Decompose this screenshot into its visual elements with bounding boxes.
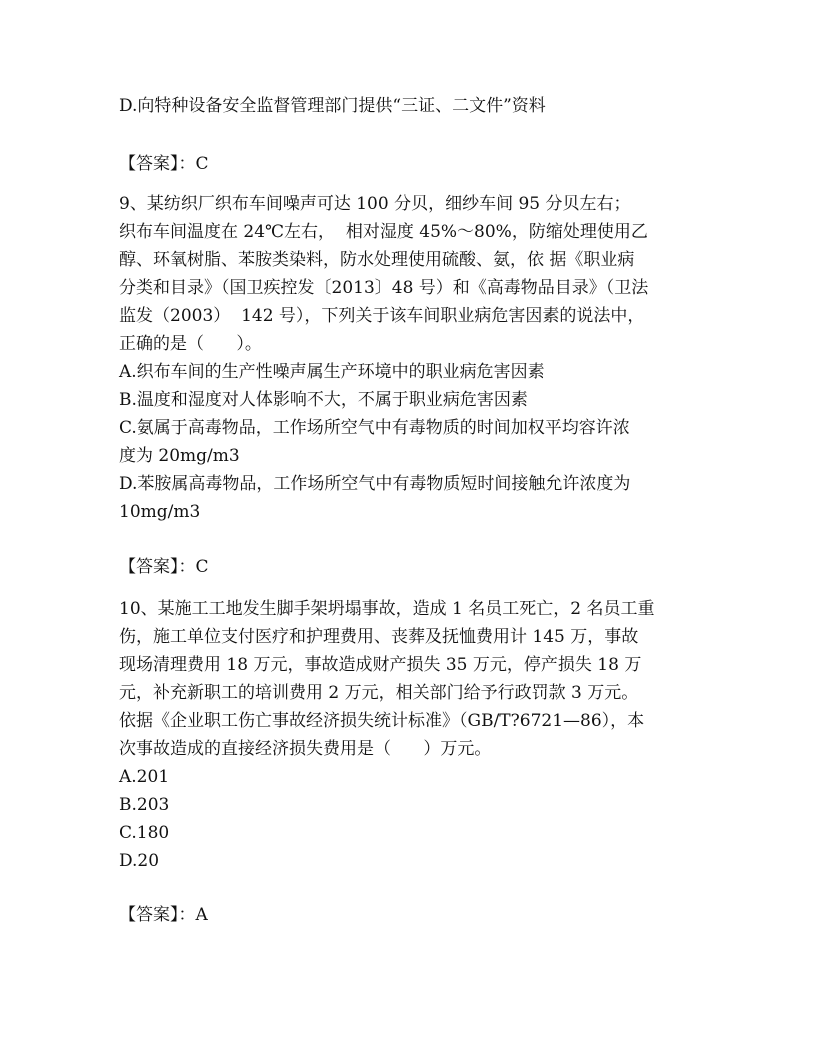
q9-stem-line: 9、某纺织厂织布车间噪声可达 100 分贝，细纱车间 95 分贝左右； xyxy=(119,194,631,214)
q10-stem-line: 次事故造成的直接经济损失费用是（ ）万元。 xyxy=(119,739,492,759)
q10-stem-line: 元，补充新职工的培训费用 2 万元，相关部门给予行政罚款 3 万元。 xyxy=(119,683,639,703)
q10-option-d: D.20 xyxy=(119,851,160,871)
q9-option-a: A.织布车间的生产性噪声属生产环境中的职业病危害因素 xyxy=(119,362,545,382)
q9-stem-line: 醇、环氧树脂、苯胺类染料，防水处理使用硫酸、氨，依 据《职业病 xyxy=(119,250,635,270)
q8-answer: 【答案】：C xyxy=(119,154,209,174)
q10-stem-line: 10、某施工工地发生脚手架坍塌事故，造成 1 名员工死亡，2 名员工重 xyxy=(119,599,655,619)
q10-option-b: B.203 xyxy=(119,795,170,815)
q10-option-c: C.180 xyxy=(119,823,170,843)
q10-stem-line: 依据《企业职工伤亡事故经济损失统计标准》（GB/T?6721—86），本 xyxy=(119,711,645,731)
q9-stem-line: 监发（2003） 142 号），下列关于该车间职业病危害因素的说法中， xyxy=(119,306,645,326)
q9-option-d-cont: 10mg/m3 xyxy=(119,502,201,522)
q10-stem-line: 现场清理费用 18 万元，事故造成财产损失 35 万元，停产损失 18 万 xyxy=(119,655,642,675)
q9-option-c: C.氨属于高毒物品，工作场所空气中有毒物质的时间加权平均容许浓 xyxy=(119,418,630,438)
q9-stem-line: 分类和目录》（国卫疾控发〔2013〕48 号）和《高毒物品目录》（卫法 xyxy=(119,278,649,298)
q9-stem-line: 正确的是（ ）。 xyxy=(119,334,262,354)
q8-option-d: D.向特种设备安全监督管理部门提供“三证、二文件”资料 xyxy=(119,96,546,116)
q9-option-d: D.苯胺属高毒物品，工作场所空气中有毒物质短时间接触允许浓度为 xyxy=(119,474,631,494)
q9-option-b: B.温度和湿度对人体影响不大，不属于职业病危害因素 xyxy=(119,390,528,410)
q9-option-c-cont: 度为 20mg/m3 xyxy=(119,446,240,466)
q10-option-a: A.201 xyxy=(119,767,170,787)
q10-stem-line: 伤，施工单位支付医疗和护理费用、丧葬及抚恤费用计 145 万，事故 xyxy=(119,627,639,647)
q9-answer: 【答案】：C xyxy=(119,557,209,577)
q9-stem-line: 织布车间温度在 24℃左右， 相对湿度 45%～80%，防缩处理使用乙 xyxy=(119,222,648,242)
q10-answer: 【答案】：A xyxy=(119,905,208,925)
